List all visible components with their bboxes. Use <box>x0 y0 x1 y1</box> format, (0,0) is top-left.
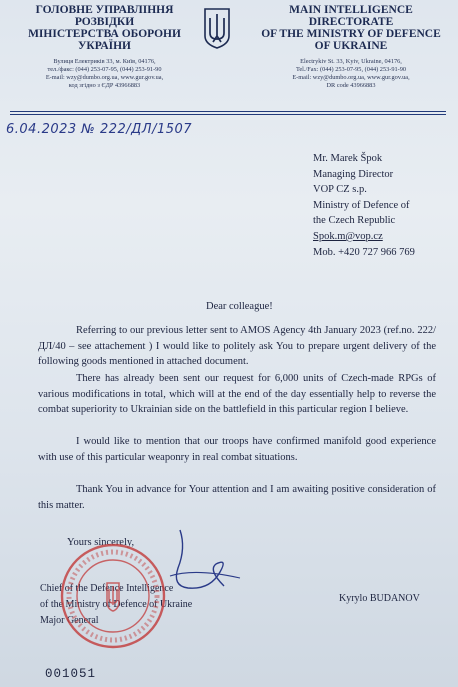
recipient-phone: Mob. +420 727 966 769 <box>313 246 415 258</box>
header-right-title: MAIN INTELLIGENCE DIRECTORATE OF THE MINISTRY OF DEFENCE OF UKRAINE <box>261 4 441 53</box>
signatory-title: Chief of the Defence Intelligence of the Ministry of Defence of Ukraine Major General <box>40 583 193 626</box>
header-left-title: ГОЛОВНЕ УПРАВЛІННЯ РОЗВІДКИ МІНІСТЕРСТВА ОБОРОНИ УКРАЇНИ <box>28 4 181 53</box>
header-right-address: Electrykiv St. 33, Kyiv, Ukraine, 04176, Tel./Fax: (044) 253-07-95, (044) 253-91-90 E-mail: wzy@dumbo.org.ua, www.gur.gov.ua, DR code 43966883 <box>292 58 410 89</box>
greeting: Dear colleague! <box>206 301 273 312</box>
recipient-position: Managing Director <box>313 168 394 180</box>
body-paragraph-1: Referring to our previous letter sent to AMOS Agency 4th January 2023 (ref.no. 222/ДЛ/40 – see attachement ) I would like to politely ask You to prepare urgent delivery of the following goods mentioned in attached document. <box>38 325 436 367</box>
reference-number: 6.04.2023 № 222/ДЛ/1507 <box>6 122 193 137</box>
closing: Yours sincerely, <box>67 537 135 548</box>
body-paragraph-4: Thank You in advance for Your attention and I am awaiting positive consideration of this matter. <box>38 484 436 511</box>
serial-number: 001051 <box>45 667 97 681</box>
recipient-email: Spok.m@vop.cz <box>313 230 383 242</box>
recipient-block <box>313 151 415 260</box>
signatory-name: Kyrylo BUDANOV <box>339 593 420 604</box>
header-divider-thin <box>10 114 446 115</box>
recipient-country: the Czech Republic <box>313 215 396 227</box>
body-paragraph-3: I would like to mention that our troops have confirmed manifold good experience with use of this particular weaponry in real combat situations. <box>38 436 436 463</box>
recipient-company: VOP CZ s.p. <box>313 184 367 196</box>
official-seal-stamp <box>58 541 168 651</box>
header-divider <box>10 111 446 112</box>
header-left-address: Вулиця Електриків 33, м. Київ, 04176, тел./факс: (044) 253-07-95, (044) 253-91-90 E-mail: wzy@dumbo.org.ua, www.gur.gov.ua, код згідно з ЄДР 43966883 <box>45 58 164 89</box>
trident-emblem-icon <box>203 6 231 50</box>
header-right <box>256 4 446 90</box>
header-left <box>12 4 197 90</box>
recipient-name: Mr. Marek Špok <box>313 153 383 164</box>
body-paragraph-2: There has already been sent our request for 6,000 units of Czech-made RPGs of various modifications in total, which will at the end of the day essentially help to reverse the combat superiority to Ukrainian side on the battlefield in this particular region I believe. <box>38 373 436 415</box>
recipient-ministry: Ministry of Defence of <box>313 199 410 211</box>
